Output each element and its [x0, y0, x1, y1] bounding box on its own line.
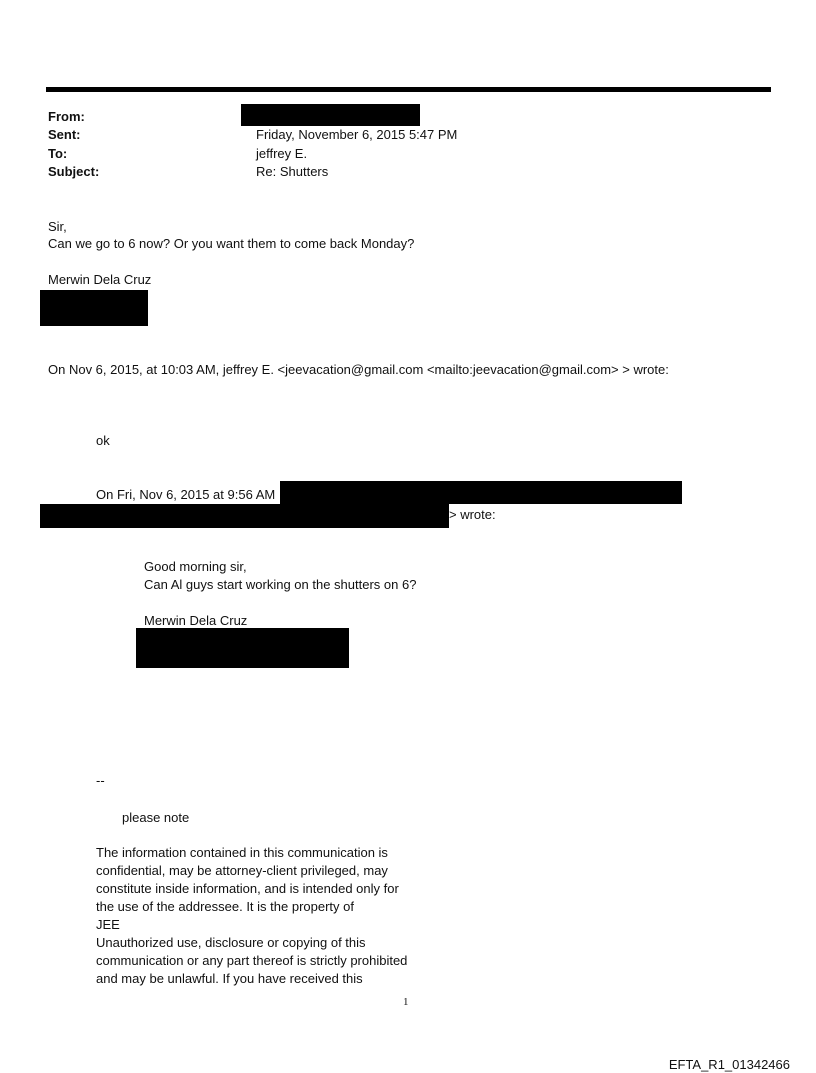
- header-rule: [46, 87, 771, 92]
- redacted-signature-contact: [40, 290, 148, 326]
- from-label: From:: [48, 109, 85, 124]
- sent-label: Sent:: [48, 127, 81, 142]
- redacted-from-address: [241, 104, 420, 126]
- redacted-sender-address-continued: [40, 504, 449, 528]
- nested-greeting: Good morning sir,: [144, 559, 247, 574]
- question: Can we go to 6 now? Or you want them to come back Monday?: [48, 236, 415, 251]
- disclaimer-line: and may be unlawful. If you have received this: [96, 971, 363, 986]
- page-number: 1: [403, 996, 409, 1008]
- disclaimer-line: constitute inside information, and is intended only for: [96, 881, 399, 896]
- subject-label: Subject:: [48, 164, 100, 179]
- disclaimer-line: confidential, may be attorney-client privileged, may: [96, 863, 388, 878]
- signature-name: Merwin Dela Cruz: [48, 272, 152, 287]
- subject-value: Re: Shutters: [256, 164, 329, 179]
- nested-quote-start: On Fri, Nov 6, 2015 at 9:56 AM: [96, 487, 276, 502]
- redacted-sender-address: [280, 481, 682, 504]
- redacted-nested-signature-contact: [136, 628, 349, 668]
- nested-signature-name: Merwin Dela Cruz: [144, 613, 248, 628]
- document-id: EFTA_R1_01342466: [668, 1057, 790, 1072]
- to-label: To:: [48, 146, 68, 161]
- greeting: Sir,: [48, 219, 67, 234]
- please-note: please note: [122, 810, 190, 825]
- disclaimer: [96, 844, 407, 988]
- disclaimer-line: JEE: [96, 917, 120, 932]
- disclaimer-line: communication or any part thereof is strictly prohibited: [96, 953, 408, 968]
- quote-header: On Nov 6, 2015, at 10:03 AM, jeffrey E. <jeevacation@gmail.com <mailto:jeevacation@gmail.com> > wrote:: [48, 362, 669, 377]
- reply-ok: ok: [96, 433, 110, 448]
- signature-separator: --: [96, 773, 105, 788]
- disclaimer-line: The information contained in this communication is: [96, 845, 388, 860]
- nested-question: Can Al guys start working on the shutters on 6?: [144, 577, 417, 592]
- to-value: jeffrey E.: [256, 146, 308, 161]
- disclaimer-line: the use of the addressee. It is the property of: [96, 899, 354, 914]
- nested-quote-end: > wrote:: [449, 507, 496, 522]
- disclaimer-line: Unauthorized use, disclosure or copying of this: [96, 935, 366, 950]
- sent-value: Friday, November 6, 2015 5:47 PM: [256, 127, 458, 142]
